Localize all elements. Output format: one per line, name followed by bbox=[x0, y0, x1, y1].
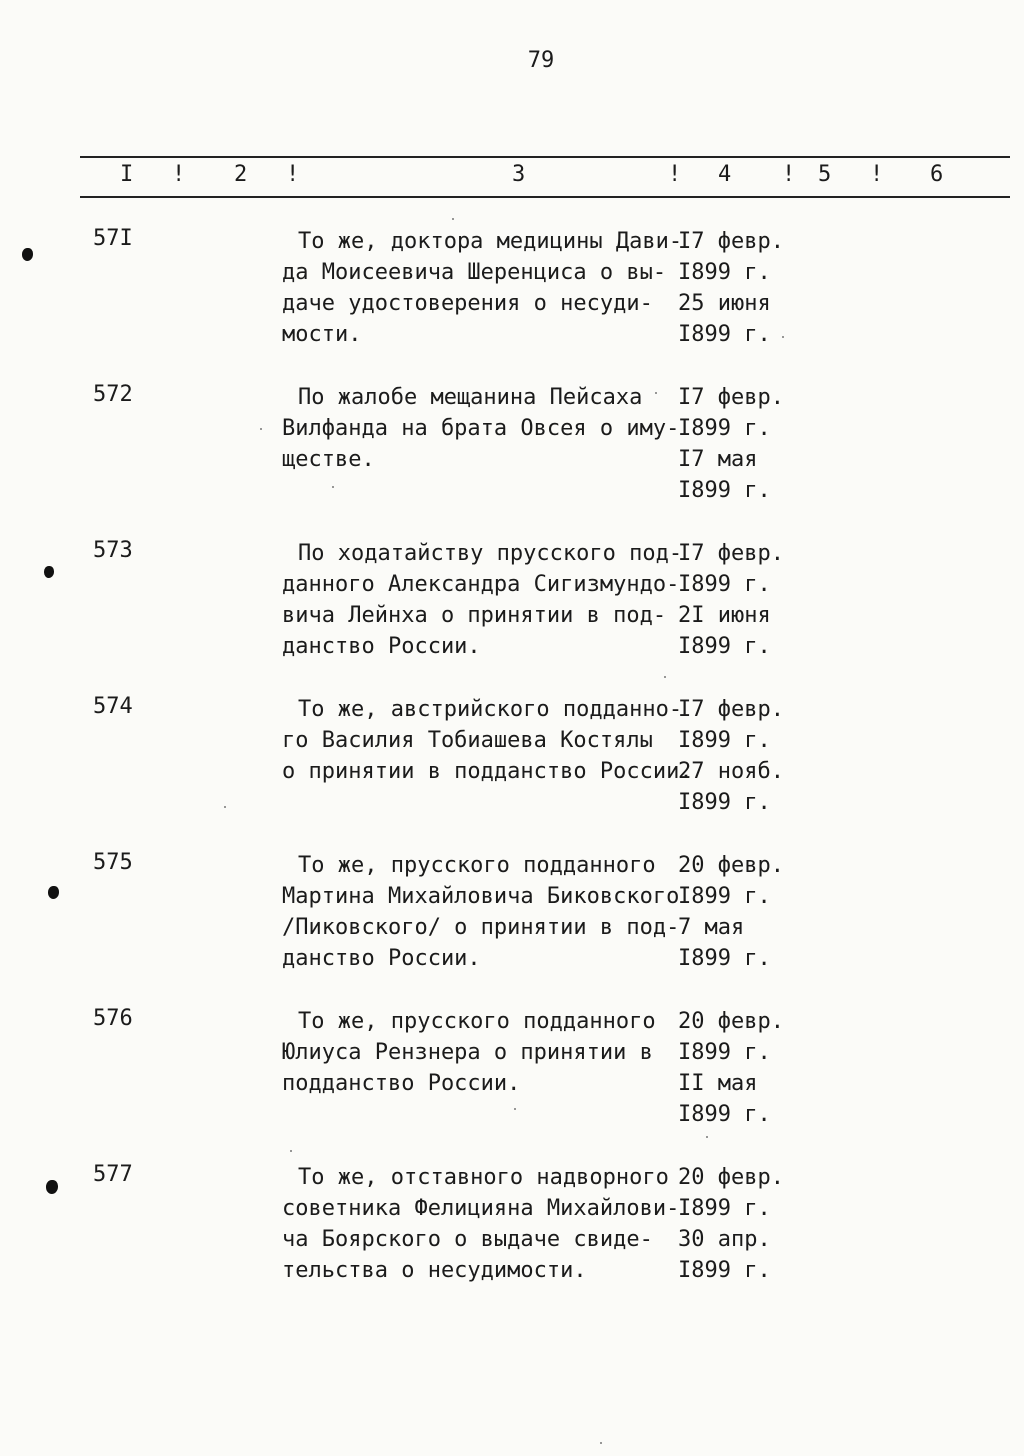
description-line: Мартина Михайловича Биковского bbox=[282, 884, 680, 909]
description-line: данство России. bbox=[282, 634, 481, 659]
entry-dates bbox=[678, 382, 808, 506]
description-line: То же, прусского подданного bbox=[298, 853, 656, 878]
start-year: I899 г. bbox=[678, 416, 771, 441]
end-date: 25 июня bbox=[678, 291, 771, 316]
scan-speck bbox=[664, 676, 666, 678]
header-col-6: 6 bbox=[930, 162, 944, 187]
start-year: I899 г. bbox=[678, 572, 771, 597]
header-col-1: I bbox=[120, 162, 134, 187]
description-line: го Василия Тобиашева Костялы bbox=[282, 728, 653, 753]
description-line: тельства о несудимости. bbox=[282, 1258, 587, 1283]
entry-dates bbox=[678, 850, 808, 974]
start-year: I899 г. bbox=[678, 1196, 771, 1221]
start-date: I7 февр. bbox=[678, 229, 784, 254]
entry-row bbox=[0, 1162, 1024, 1292]
end-date: 2I июня bbox=[678, 603, 771, 628]
entry-number: 57I bbox=[93, 226, 133, 251]
description-line: То же, прусского подданного bbox=[298, 1009, 656, 1034]
entry-dates bbox=[678, 226, 808, 350]
header-sep: ! bbox=[668, 162, 682, 187]
entry-dates bbox=[678, 1162, 808, 1286]
entry-row bbox=[0, 694, 1024, 824]
scan-speck bbox=[224, 806, 226, 808]
entry-number: 576 bbox=[93, 1006, 133, 1031]
header-sep: ! bbox=[782, 162, 796, 187]
end-date: 30 апр. bbox=[678, 1227, 771, 1252]
start-date: I7 февр. bbox=[678, 697, 784, 722]
description-line: По ходатайству прусского под- bbox=[298, 541, 683, 566]
end-year: I899 г. bbox=[678, 946, 771, 971]
header-col-2: 2 bbox=[234, 162, 248, 187]
header-rule-top bbox=[80, 156, 1010, 158]
entry-number: 575 bbox=[93, 850, 133, 875]
description-line: Вилфанда на брата Овсея о иму- bbox=[282, 416, 680, 441]
start-date: I7 февр. bbox=[678, 541, 784, 566]
description-line: /Пиковского/ о принятии в под- bbox=[282, 915, 680, 940]
header-col-3: 3 bbox=[512, 162, 526, 187]
description-line: даче удостоверения о несуди- bbox=[282, 291, 653, 316]
end-year: I899 г. bbox=[678, 322, 771, 347]
end-year: I899 г. bbox=[678, 1102, 771, 1127]
entry-number: 577 bbox=[93, 1162, 133, 1187]
entry-description bbox=[282, 1162, 680, 1286]
entry-description bbox=[282, 226, 683, 350]
entry-row bbox=[0, 382, 1024, 512]
description-line: советника Фелицияна Михайлови- bbox=[282, 1196, 680, 1221]
entry-description bbox=[282, 1006, 677, 1099]
start-date: 20 февр. bbox=[678, 853, 784, 878]
entry-row bbox=[0, 226, 1024, 356]
start-year: I899 г. bbox=[678, 260, 771, 285]
entry-number: 573 bbox=[93, 538, 133, 563]
header-sep: ! bbox=[870, 162, 884, 187]
entry-description bbox=[282, 382, 680, 475]
start-year: I899 г. bbox=[678, 728, 771, 753]
description-line: вича Лейнха о принятии в под- bbox=[282, 603, 667, 628]
description-line: да Моисеевича Шеренциса о вы- bbox=[282, 260, 667, 285]
start-date: 20 февр. bbox=[678, 1165, 784, 1190]
description-line: ществе. bbox=[282, 447, 375, 472]
scan-speck bbox=[655, 392, 657, 394]
header-col-4: 4 bbox=[718, 162, 732, 187]
end-date: 7 мая bbox=[678, 915, 745, 940]
header-rule-bottom bbox=[80, 196, 1010, 198]
description-line: данство России. bbox=[282, 946, 481, 971]
description-line: То же, отставного надворного bbox=[298, 1165, 669, 1190]
scan-speck bbox=[514, 1108, 516, 1110]
header-sep: ! bbox=[172, 162, 186, 187]
description-line: подданство России. bbox=[282, 1071, 521, 1096]
description-line: о принятии в подданство России. bbox=[282, 759, 693, 784]
entry-number: 574 bbox=[93, 694, 133, 719]
entry-description bbox=[282, 538, 683, 662]
entry-dates bbox=[678, 1006, 808, 1130]
end-year: I899 г. bbox=[678, 478, 771, 503]
entry-row bbox=[0, 538, 1024, 668]
header-col-5: 5 bbox=[818, 162, 832, 187]
entry-dates bbox=[678, 694, 808, 818]
scan-speck bbox=[706, 1136, 708, 1138]
description-line: То же, австрийского подданно- bbox=[298, 697, 683, 722]
scan-speck bbox=[332, 486, 334, 488]
entry-dates bbox=[678, 538, 808, 662]
end-year: I899 г. bbox=[678, 790, 771, 815]
header-sep: ! bbox=[286, 162, 300, 187]
end-year: I899 г. bbox=[678, 634, 771, 659]
scan-speck bbox=[260, 428, 262, 430]
entry-description bbox=[282, 850, 680, 974]
end-date: II мая bbox=[678, 1071, 758, 1096]
page-number: 79 bbox=[527, 48, 555, 73]
entry-description bbox=[282, 694, 693, 787]
start-date: 20 февр. bbox=[678, 1009, 784, 1034]
end-date: 27 нояб. bbox=[678, 759, 784, 784]
description-line: данного Александра Сигизмундо- bbox=[282, 572, 680, 597]
scan-speck bbox=[782, 336, 784, 338]
entry-row bbox=[0, 1006, 1024, 1136]
entry-number: 572 bbox=[93, 382, 133, 407]
scan-speck bbox=[600, 1442, 602, 1444]
description-line: То же, доктора медицины Дави- bbox=[298, 229, 683, 254]
end-year: I899 г. bbox=[678, 1258, 771, 1283]
description-line: ча Боярского о выдаче свиде- bbox=[282, 1227, 653, 1252]
scan-speck bbox=[290, 1150, 292, 1152]
start-date: I7 февр. bbox=[678, 385, 784, 410]
end-date: I7 мая bbox=[678, 447, 758, 472]
start-year: I899 г. bbox=[678, 1040, 771, 1065]
description-line: мости. bbox=[282, 322, 362, 347]
description-line: Юлиуса Рензнера о принятии в bbox=[282, 1040, 653, 1065]
scan-speck bbox=[452, 218, 454, 220]
start-year: I899 г. bbox=[678, 884, 771, 909]
description-line: По жалобе мещанина Пейсаха bbox=[298, 385, 643, 410]
entry-row bbox=[0, 850, 1024, 980]
